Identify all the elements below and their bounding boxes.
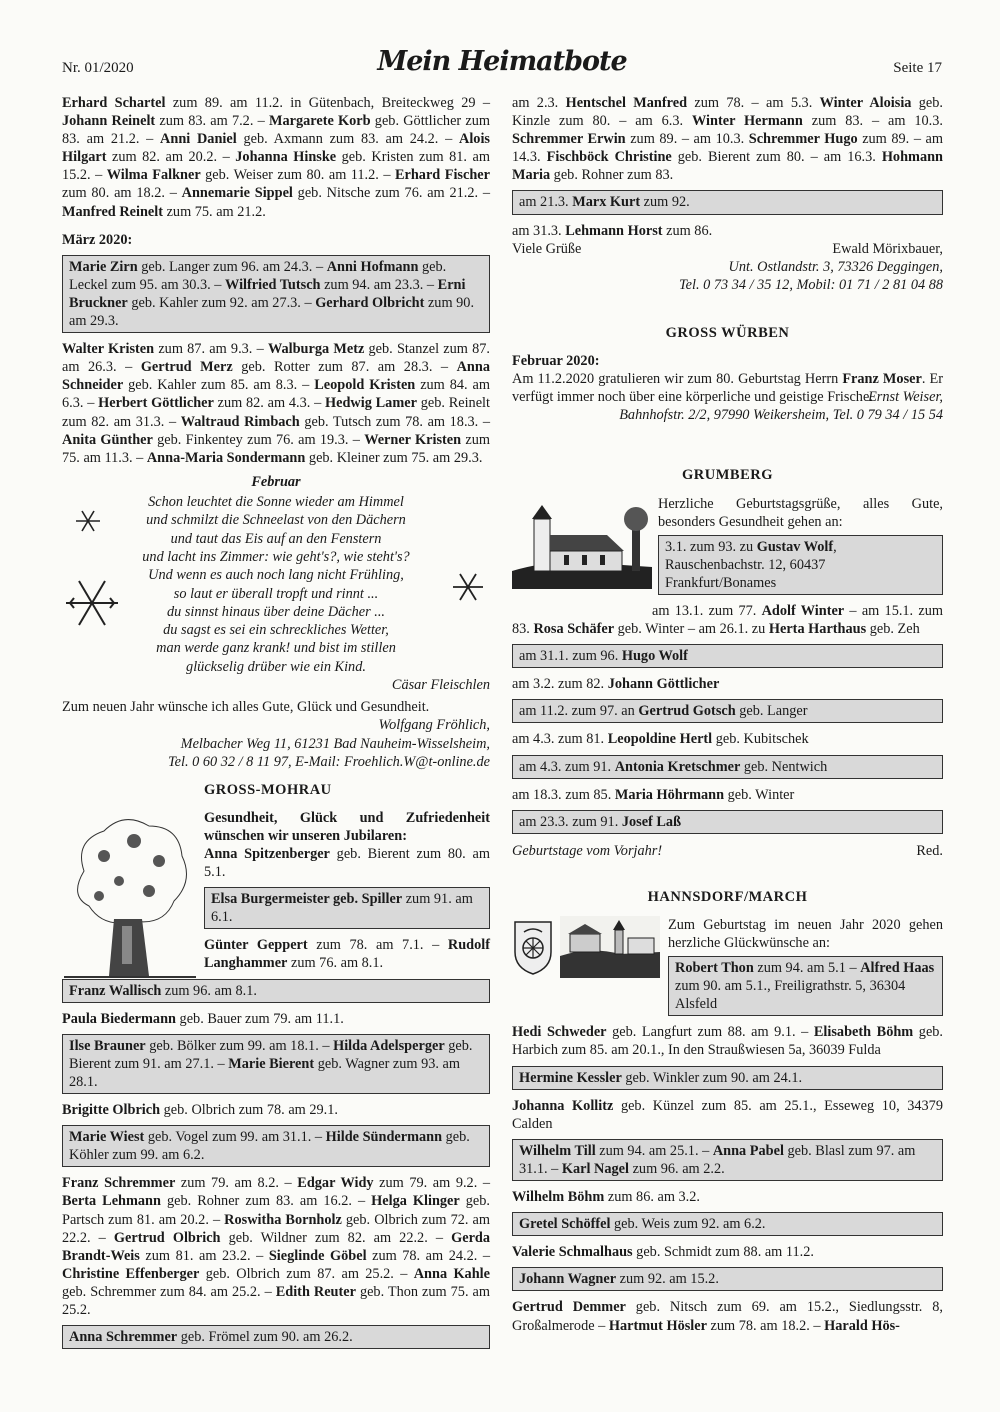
highlight-box: Franz Wallisch zum 96. am 8.1. (62, 979, 490, 1003)
greeting-text: Zum neuen Jahr wünsche ich alles Gute, Glück und Gesundheit. (62, 699, 430, 716)
person-name: Rudolf Langhammer (204, 937, 490, 972)
person-name: Adolf Winter (761, 602, 845, 619)
birthday-paragraph: Gertrud Demmer geb. Nitsch zum 69. am 15.2., Siedlungsstr. 8, Großalmerode – Hartmut Hösler zum 78. am 18.2. – Harald Hös- (512, 1299, 943, 1334)
person-name: Edith Reuter (275, 1283, 356, 1300)
tree-illustration (64, 811, 196, 981)
snowflake-icon (62, 573, 122, 633)
issue-number: Nr. 01/2020 (62, 60, 134, 76)
poem-line: du sagst es sei ein schreckliches Wetter, (163, 622, 389, 639)
section-title: GRUMBERG (682, 467, 773, 484)
highlight-box: am 31.1. zum 96. Hugo Wolf (512, 644, 943, 668)
person-name: Lehmann Horst (565, 222, 663, 239)
person-name: Franz Wallisch (69, 982, 162, 999)
poem-line: und lacht ins Zimmer: wie geht's?, wie steht's? (142, 548, 410, 565)
poem-line: glückselig drüber wie ein Kind. (186, 658, 366, 675)
sender-line: Bahnhofstr. 2/2, 97990 Weikersheim, Tel. 0 79 34 / 15 54 (619, 407, 943, 424)
highlight-box: am 11.2. zum 97. an Gertrud Gotsch geb. Langer (512, 699, 943, 723)
highlight-box: am 23.3. zum 91. Josef Laß (512, 810, 943, 834)
highlight-box: Marie Zirn geb. Langer zum 96. am 24.3. – Anni Hofmann geb. Leckel zum 95. am 30.3. – Wilfried Tutsch zum 94. am 23.3. – Erni Bruckner geb. Kahler zum 92. am 27.3. – Gerhard Olbricht zum 90. am 29.3. (62, 255, 490, 333)
birthday-paragraph: am 18.3. zum 85. Maria Höhrmann geb. Winter (512, 786, 795, 803)
grumberg-header (512, 495, 943, 595)
person-name: Edgar Widy (297, 1175, 374, 1192)
birthday-paragraph: Franz Schremmer zum 79. am 8.2. – Edgar Widy zum 79. am 9.2. – Berta Lehmann geb. Rohner zum 83. am 16.2. – Helga Klinger geb. Partsch zum 81. am 20.2. – Roswitha Bornholz geb. Olbrich zum 72. am 22.2. – Gertrud Olbrich geb. Wildner zum 82. am 22.2. – Gerda Brandt-Weis zum 81. am 23.2. – Sieglinde Göbel zum 78. am 24.2. – Christine Effenberger geb. Olbrich zum 87. am 25.2. – Anna Kahle geb. Schremmer zum 84. am 25.2. – Edith Reuter geb. Thon zum 75. am 25.2. (62, 1175, 491, 1318)
highlight-box: 3.1. zum 93. zu Gustav Wolf, Rauschenbachstr. 12, 60437 Frankfurt/Bonames (658, 535, 943, 595)
highlight-box: Robert Thon zum 94. am 5.1 – Alfred Haas zum 90. am 5.1., Freiligrathstr. 5, 36304 Alsfeld (668, 956, 943, 1016)
person-name: Anna Pabel (712, 1142, 784, 1159)
person-name: Hilde Sündermann (325, 1129, 443, 1146)
section-title: GROSS-MOHRAU (204, 781, 332, 798)
sender-line: Melbacher Weg 11, 61231 Bad Nauheim-Wisselsheim, (180, 735, 490, 752)
person-name: Leopold Kristen (314, 377, 416, 394)
person-name: Berta Lehmann (62, 1193, 161, 1210)
snowflake-icon (74, 507, 102, 535)
person-name: Hentschel Manfred (565, 95, 688, 111)
person-name: Wilhelm Till (519, 1142, 596, 1159)
person-name: Margarete Korb (268, 113, 371, 130)
person-name: Annemarie Sippel (181, 185, 293, 202)
person-name: Hedwig Lamer (325, 395, 417, 412)
person-name: Gerhard Olbricht (315, 294, 425, 311)
poem-author: Cäsar Fleischlen (391, 677, 490, 694)
person-name: Antonia Kretschmer (614, 758, 741, 775)
person-name: Johanna Hinske (235, 149, 337, 166)
person-name: Robert Thon (675, 960, 754, 977)
person-name: Anna Schneider (62, 359, 490, 394)
person-name: Franz Schremmer (62, 1175, 176, 1192)
person-name: Walburga Metz (267, 341, 365, 358)
church-illustration (512, 501, 652, 589)
person-name: Waltraud Rimbach (180, 413, 300, 430)
person-name: Hohmann Maria (512, 149, 943, 184)
highlight-box: Elsa Burgermeister geb. Spiller zum 91. am 6.1. (204, 887, 490, 929)
page-number: Seite 17 (893, 60, 942, 76)
closing-line (512, 240, 943, 258)
birthday-paragraph: Brigitte Olbrich geb. Olbrich zum 78. am 29.1. (62, 1102, 338, 1119)
section-title: GROSS WÜRBEN (665, 324, 790, 341)
right-column (512, 94, 943, 1341)
person-name: Brigitte Olbrich (62, 1102, 161, 1119)
birthday-paragraph: Valerie Schmalhaus geb. Schmidt zum 88. am 11.2. (512, 1244, 814, 1261)
section-subtitle: Februar 2020: (512, 352, 600, 369)
mohrau-section (62, 781, 490, 973)
person-name: Anni Hofmann (326, 258, 419, 275)
highlight-box: Anna Schremmer geb. Frömel zum 90. am 26.2. (62, 1325, 490, 1349)
highlight-box: Johann Wagner zum 92. am 15.2. (512, 1267, 943, 1291)
birthday-paragraph: Johanna Kollitz geb. Künzel zum 85. am 25.1., Esseweg 10, 34379 Calden (512, 1097, 943, 1132)
person-name: Anna Kahle (413, 1265, 490, 1282)
person-name: Winter Hermann (692, 113, 803, 130)
birthday-paragraph: Anna Spitzenberger geb. Bierent zum 80. am 5.1. (204, 846, 490, 881)
person-name: Rosa Schäfer (533, 621, 615, 638)
person-name: Erni Bruckner (69, 276, 466, 311)
person-name: Herta Harthaus (768, 621, 867, 638)
highlight-box: Marie Wiest geb. Vogel zum 99. am 31.1. – Hilde Sündermann geb. Köhler zum 99. am 6.2. (62, 1125, 490, 1167)
person-name: Anna Schremmer (69, 1329, 178, 1346)
section-title: HANNSDORF/MARCH (647, 888, 808, 905)
birthday-paragraph: Erhard Schartel zum 89. am 11.2. in Gütenbach, Breiteckweg 29 – Johann Reinelt zum 83. am 7.2. – Margarete Korb geb. Göttlicher zum 83. am 21.2. – Anni Daniel geb. Axmann zum 83. am 24.2. – Alois Hilgart zum 82. am 20.2. – Johanna Hinske geb. Kristen zum 81. am 15.2. – Wilma Falkner geb. Weiser zum 80. am 11.2. – Erhard Fischer zum 80. am 18.2. – Annemarie Sippel geb. Nitsche zum 76. am 21.2. – Manfred Reinelt zum 75. am 21.2. (62, 95, 491, 220)
highlight-box: am 21.3. Marx Kurt zum 92. (512, 190, 943, 214)
month-heading: März 2020: (62, 231, 133, 248)
poem-line: Schon leuchtet die Sonne wieder am Himmel (148, 494, 404, 511)
person-name: Wilhelm Böhm (512, 1189, 605, 1206)
person-name: Alfred Haas (860, 960, 935, 977)
section-intro: Zum Geburtstag im neuen Jahr 2020 gehen herzliche Glückwünsche an: (668, 916, 943, 951)
poem (62, 473, 490, 695)
note-signature: Red. (916, 842, 943, 859)
person-name: Wilma Falkner (106, 167, 201, 184)
person-name: Hermine Kessler (519, 1069, 622, 1086)
sender-line: Tel. 0 60 32 / 8 11 97, E-Mail: Froehlich.W@t-online.de (168, 753, 490, 770)
poem-line: und taut das Eis auf an den Fenstern (170, 530, 382, 547)
person-name: Sieglinde Göbel (268, 1247, 367, 1264)
person-name: Anita Günther (62, 431, 153, 448)
person-name: Werner Kristen (364, 431, 462, 448)
birthday-paragraph: Wilhelm Böhm zum 86. am 3.2. (512, 1189, 700, 1206)
person-name: Paula Biedermann (62, 1010, 176, 1027)
person-name: Schremmer Hugo (748, 131, 858, 148)
person-name: Maria Höhrmann (614, 786, 725, 803)
person-name: Hilda Adelsperger (333, 1037, 445, 1054)
person-name: Johann Reinelt (62, 113, 156, 130)
person-name: Johanna Kollitz (512, 1097, 614, 1114)
birthday-paragraph: Günter Geppert zum 78. am 7.1. – Rudolf Langhammer zum 76. am 8.1. (204, 937, 490, 972)
poem-line: so laut er überall tropft und rinnt ... (173, 585, 379, 602)
poem-line: Und wenn es auch noch lang nicht Frühling, (148, 567, 404, 584)
person-name: Valerie Schmalhaus (512, 1244, 633, 1261)
poem-line: und schmilzt die Schneelast von den Dächern (146, 512, 406, 529)
person-name: Roswitha Bornholz (224, 1211, 342, 1228)
person-name: Marie Wiest (69, 1129, 145, 1146)
masthead-logo: Mein Heimatbote (377, 46, 627, 77)
person-name: Elisabeth Böhm (813, 1024, 914, 1041)
person-name: Elsa Burgermeister geb. Spiller (211, 891, 403, 908)
sender-line: Unt. Ostlandstr. 3, 73326 Deggingen, (728, 258, 943, 275)
name-span: Franz Moser (842, 371, 922, 388)
person-name: Gertrud Gotsch (638, 703, 736, 720)
person-name: Manfred Reinelt (62, 203, 163, 220)
poem-line: du sinnst hinaus über deine Dächer ... (166, 603, 385, 620)
birthday-paragraph: am 31.3. Lehmann Horst zum 86. (512, 222, 713, 239)
person-name: Hartmut Hösler (608, 1317, 707, 1334)
birthday-paragraph: am 3.2. zum 82. Johann Göttlicher (512, 676, 720, 693)
person-name: Christine Effenberger (62, 1265, 200, 1282)
note-text: Geburtstage vom Vorjahr! (512, 842, 663, 859)
person-name: Ilse Brauner (69, 1037, 146, 1054)
person-name: Leopoldine Hertl (607, 731, 713, 748)
sender-name: Ewald Mörixbauer, (832, 240, 943, 257)
birthday-paragraph: Walter Kristen zum 87. am 9.3. – Walburga Metz geb. Stanzel zum 87. am 26.3. – Gertrud Merz geb. Rotter zum 87. am 28.3. – Anna Schneider geb. Kahler zum 85. am 8.3. – Leopold Kristen zum 84. am 6.3. – Herbert Göttlicher zum 82. am 4.3. – Hedwig Lamer geb. Reinelt zum 82. am 31.3. – Waltraud Rimbach geb. Tutsch zum 78. am 18.3. – Anita Günther geb. Finkentey zum 76. am 19.3. – Werner Kristen zum 75. am 11.3. – Anna-Maria Sondermann geb. Kleiner zum 75. am 29.3. (62, 341, 491, 466)
birthday-paragraph: Paula Biedermann geb. Bauer zum 79. am 11.1. (62, 1010, 344, 1027)
person-name: Erhard Schartel (62, 95, 166, 111)
person-name: Marie Zirn (69, 258, 138, 275)
note-line (512, 842, 943, 860)
birthday-paragraph: am 13.1. zum 77. Adolf Winter – am 15.1. zum 83. Rosa Schäfer geb. Winter – am 26.1. zu Herta Harthaus geb. Zeh (512, 602, 944, 638)
person-name: Herbert Göttlicher (98, 395, 214, 412)
person-name: Marie Bierent (228, 1055, 315, 1072)
person-name: Anni Daniel (160, 131, 237, 148)
person-name: Karl Nagel (561, 1160, 629, 1177)
highlight-box: Wilhelm Till zum 94. am 25.1. – Anna Pabel geb. Blasl zum 97. am 31.1. – Karl Nagel zum 96. am 2.2. (512, 1139, 943, 1181)
section-intro: Herzliche Geburtstagsgrüße, alles Gute, besonders Gesundheit gehen an: (658, 495, 943, 530)
person-name: Josef Laß (621, 813, 682, 830)
sender-line: Ernst Weiser, (868, 389, 943, 406)
poem-body (62, 493, 490, 676)
person-name: Harald Hös- (824, 1317, 900, 1334)
person-name: Alois Hilgart (62, 131, 490, 166)
snowflake-icon (450, 569, 486, 605)
highlight-box: Ilse Brauner geb. Bölker zum 99. am 18.1. – Hilda Adelsperger geb. Bierent zum 91. am 27.1. – Marie Bierent geb. Wagner zum 93. am 28.1. (62, 1034, 490, 1094)
person-name: Gerda Brandt-Weis (62, 1229, 491, 1264)
person-name: Fischböck Christine (546, 149, 672, 166)
poem-line: man werde ganz krank! und bist im stillen (156, 640, 396, 657)
person-name: Günter Geppert (204, 937, 308, 954)
coat-of-arms-illustration (512, 918, 554, 976)
person-name: Gertrud Merz (140, 359, 233, 376)
birthday-paragraph: am 4.3. zum 81. Leopoldine Hertl geb. Kubitschek (512, 731, 809, 748)
closing-text: Viele Grüße (512, 240, 582, 257)
page-header (62, 48, 942, 88)
person-name: Gretel Schöffel (519, 1216, 611, 1233)
person-name: Wilfried Tutsch (225, 276, 321, 293)
text-span: . Er verfügt immer noch über eine körperliche und geistige Frische. (512, 371, 943, 406)
person-name: Schremmer Erwin (512, 131, 626, 148)
person-name: Hugo Wolf (621, 648, 688, 665)
person-name: Erhard Fischer (394, 167, 490, 184)
person-name: Anna Spitzenberger (204, 846, 330, 862)
person-name: Marx Kurt (572, 194, 641, 211)
person-name: Hedi Schweder (512, 1024, 607, 1041)
sender-line: Wolfgang Fröhlich, (378, 717, 490, 734)
birthday-paragraph: Hedi Schweder geb. Langfurt zum 88. am 9.1. – Elisabeth Böhm geb. Harbich zum 85. am 20.1., In den Straußwiesen 5a, 36039 Fulda (512, 1024, 944, 1059)
poem-title: Februar (251, 473, 301, 490)
highlight-box: am 4.3. zum 91. Antonia Kretschmer geb. Nentwich (512, 755, 943, 779)
person-name: Johann Göttlicher (607, 676, 720, 693)
person-name: Walter Kristen (62, 341, 155, 358)
highlight-box: Gretel Schöffel geb. Weis zum 92. am 6.2. (512, 1212, 943, 1236)
section-intro: Gesundheit, Glück und Zufriedenheit wünschen wir unseren Jubilaren: (204, 809, 490, 844)
birthday-paragraph: am 2.3. Hentschel Manfred zum 78. – am 5.3. Winter Aloisia geb. Kinzle zum 80. – am 6.3. Winter Hermann zum 83. – am 10.3. Schremmer Erwin zum 89. – am 10.3. Schremmer Hugo zum 89. – am 14.3. Fischböck Christine geb. Bierent zum 80. – am 16.3. Hohmann Maria geb. Rohner zum 83. (512, 95, 943, 184)
person-name: Helga Klinger (371, 1193, 460, 1210)
person-name: Gustav Wolf (756, 538, 834, 555)
sender-line: Tel. 0 73 34 / 35 12, Mobil: 01 71 / 2 81 04 88 (679, 276, 943, 293)
text-span: Am 11.2.2020 gratulieren wir zum 80. Geburtstag Herrn (512, 371, 843, 388)
village-illustration (560, 916, 660, 978)
highlight-box: Hermine Kessler geb. Winkler zum 90. am 24.1. (512, 1066, 943, 1090)
person-name: Gertrud Demmer (512, 1299, 626, 1316)
person-name: Winter Aloisia (819, 95, 912, 111)
person-name: Anna-Maria Sondermann (146, 449, 306, 466)
person-name: Gertrud Olbrich (113, 1229, 221, 1246)
left-column (62, 94, 490, 1356)
hannsdorf-header (512, 916, 943, 1016)
person-name: Johann Wagner (519, 1271, 617, 1288)
